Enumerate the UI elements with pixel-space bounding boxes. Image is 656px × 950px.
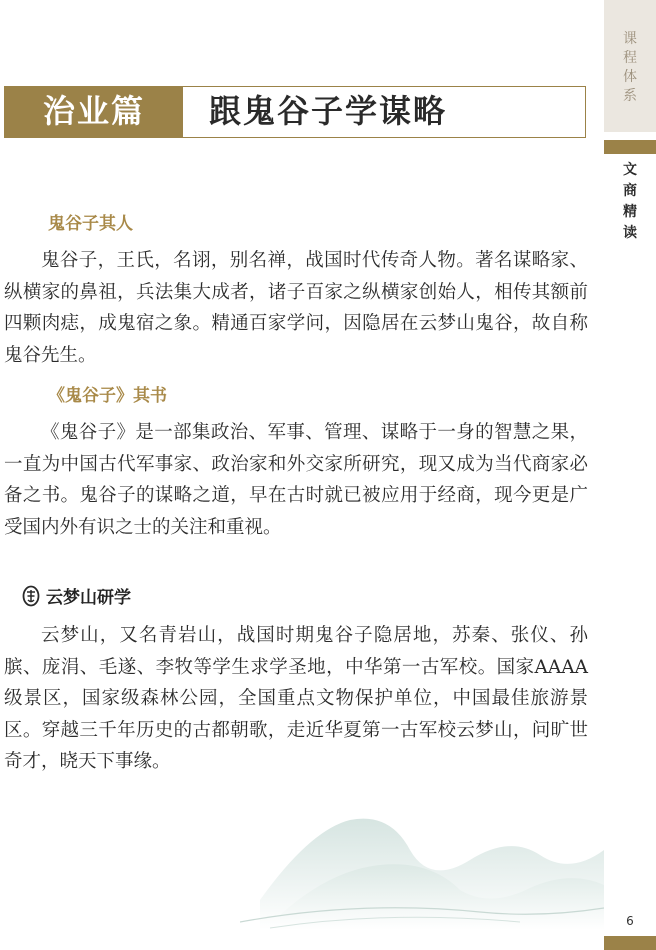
side-tab-char: 读 [623,225,637,241]
side-tab-course-system-label [604,30,656,106]
side-tab-char: 课 [623,31,637,47]
section-heading-1: 鬼谷子其人 [48,214,133,234]
side-tab-char: 精 [623,204,637,220]
side-tab-char: 商 [623,183,637,199]
side-tab-accent-bar [604,140,656,154]
section-heading-3-row [22,583,131,608]
side-tab-char: 体 [623,69,637,85]
chapter-title: 跟鬼谷子学谋略 [209,92,448,130]
side-tab-char: 程 [623,50,637,66]
chapter-label: 治业篇 [5,87,183,137]
side-tab-reading-label[interactable] [604,160,656,244]
section-heading-3: 云梦山研学 [46,588,131,608]
section-paragraph-3: 云梦山，又名青岩山，战国时期鬼谷子隐居地，苏秦、张仪、孙膑、庞涓、毛遂、李牧等学生求学圣地，中华第一古军校。国家AAAA级景区，国家级森林公园，全国重点文物保护单位，中国最佳旅游景区。穿越三千年历史的古都朝歌，走近华夏第一古军校云梦山，问旷世奇才，晓天下事缘。 [4,625,588,773]
mountain-decoration-icon [240,790,604,930]
section-paragraph-1: 鬼谷子，王氏，名诩，别名禅，战国时代传奇人物。著名谋略家、纵横家的鼻祖，兵法集大成者，诸子百家之纵横家创始人，相传其额前四颗肉痣，成鬼宿之象。精通百家学问，因隐居在云梦山鬼谷，故自称鬼谷先生。 [4,250,588,366]
seal-stamp-icon [22,585,40,607]
side-tab-char: 系 [623,88,637,104]
bottom-accent-bar [604,936,656,950]
section-paragraph-2: 《鬼谷子》是一部集政治、军事、管理、谋略于一身的智慧之果，一直为中国古代军事家、政治家和外交家所研究，现又成为当代商家必备之书。鬼谷子的谋略之道，早在古时就已被应用于经商，现今更是广受国内外有识之士的关注和重视。 [4,422,588,538]
page-number: 6 [626,914,634,928]
chapter-banner [4,86,586,138]
side-tab-char: 文 [623,162,637,178]
section-heading-2: 《鬼谷子》其书 [48,386,167,406]
